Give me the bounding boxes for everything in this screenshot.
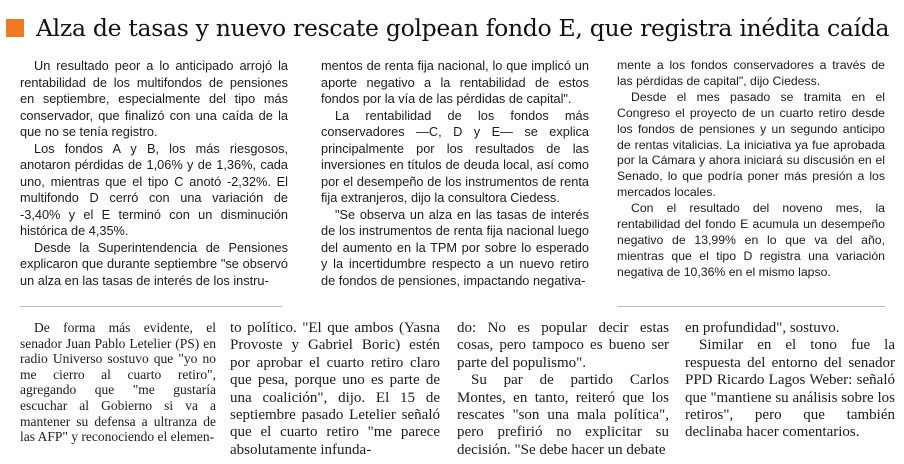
upper-column-3 — [617, 58, 885, 281]
upper-body-paragraph: mente a los fondos conservadores a través de las pérdidas de capital", dijo Ciedess. — [617, 58, 885, 88]
upper-body-paragraph: Con el resultado del noveno mes, la rentabilidad del fondo E acumula un desempeño negativo de 13,99% en lo que va del año, mientras que el tipo D registra una variación negativa de 10,36% en el mismo lapso. — [617, 201, 885, 279]
lower-column-2 — [230, 320, 440, 459]
upper-body-paragraph: "Se observa un alza en las tasas de interés de los instrumentos de renta fija nacional luego del aumento en la TPM por sobre lo esperado y la incertidumbre respecto a un nuevo retiro de fondos de pensiones, impactando negativa- — [321, 206, 589, 288]
section-marker-square — [6, 19, 24, 37]
headline-row — [6, 6, 898, 50]
lower-column-1 — [20, 320, 216, 445]
upper-body-paragraph: La rentabilidad de los fondos más conservadores —C, D y E— se explica principalmente por los resultados de las inversiones en títulos de deuda local, así como por el desempeño de los instrumentos de renta fija extranjeros, dijo la consultora Ciedess. — [321, 107, 589, 205]
upper-body-paragraph: mentos de renta fija nacional, lo que implicó un aporte negativo a la rentabilidad de estos fondos por la vía de las pérdidas de capital". — [321, 58, 589, 106]
upper-column-1 — [20, 58, 288, 289]
lower-body-paragraph: do: No es popular decir estas cosas, pero tampoco es bueno ser parte del populismo". — [457, 320, 669, 371]
lower-body-paragraph: to político. "El que ambos (Yasna Provoste y Gabriel Boric) estén por aprobar el cuarto retiro claro que pesa, porque uno es parte de una coalición", dijo. El 15 de septiembre pasado Letelier señaló que el cuarto retiro "me parece absolutamente infunda- — [230, 320, 440, 458]
lower-body-paragraph: De forma más evidente, el senador Juan Pablo Letelier (PS) en radio Universo sostuvo que "yo no me cierro al cuarto retiro", agregando que "me gustaría escuchar al Gobierno si va a mantener su defensa a ultranza de las AFP" y reconociendo el elemen- — [20, 320, 216, 445]
upper-body-paragraph: Desde el mes pasado se tramita en el Congreso el proyecto de un cuarto retiro desde los fondos de pensiones y un segundo anticipo de rentas vitalicias. La iniciativa ya fue aprobada por la Cámara y ahora iniciará su discusión en el Senado, lo que podría poner más presión a los mercados locales. — [617, 89, 885, 200]
upper-body-paragraph: Un resultado peor a lo anticipado arrojó la rentabilidad de los multifondos de pensiones en septiembre, especialmente del tipo más conservador, que finalizó con una caída de la que no se tenía registro. — [20, 58, 288, 139]
divider-left — [20, 306, 282, 307]
lower-body-paragraph: Su par de partido Carlos Montes, en tanto, reiteró que los rescates "son una mala política", pero prefirió no explicitar su decisión. "Se debe hacer un debate — [457, 372, 669, 458]
lower-column-3 — [457, 320, 669, 459]
upper-body-paragraph: Desde la Superintendencia de Pensiones explicaron que durante septiembre "se observó un alza en las tasas de interés de los instru- — [20, 239, 288, 288]
lower-body-paragraph: Similar en el tono fue la respuesta del entorno del senador PPD Ricardo Lagos Weber: señaló que "mantiene su análisis sobre los retiros", pero que también declinaba hacer comentarios. — [685, 337, 895, 441]
article-headline: Alza de tasas y nuevo rescate golpean fondo E, que registra inédita caída — [36, 14, 890, 42]
divider-right — [617, 306, 885, 307]
lower-column-4 — [685, 320, 895, 442]
upper-body-paragraph: Los fondos A y B, los más riesgosos, anotaron pérdidas de 1,06% y de 1,36%, cada uno, mientras que el tipo C anotó -2,32%. El multifondo D cerró con una variación de -3,40% y el E terminó con un disminución histórica de 4,35%. — [20, 140, 288, 238]
lower-body-paragraph: en profundidad", sostuvo. — [685, 320, 840, 336]
upper-column-2 — [321, 58, 589, 289]
